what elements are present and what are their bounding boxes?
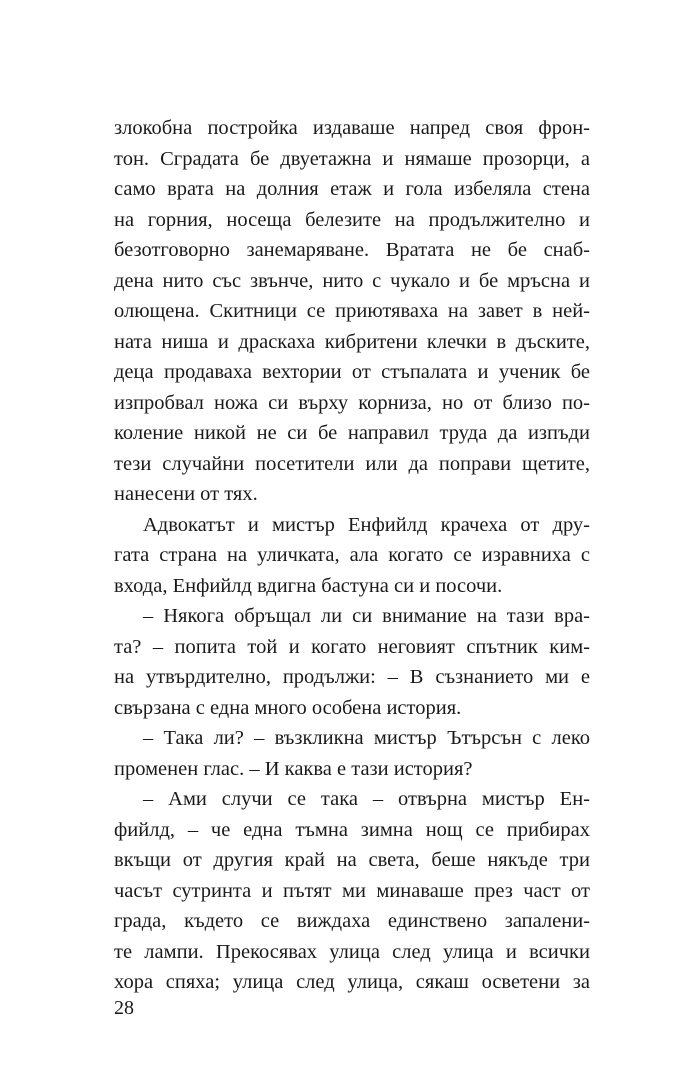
text-line: олющена. Скитници се приютяваха на завет в ней- — [114, 300, 590, 322]
body-text — [114, 113, 590, 998]
text-line: дена нито със звънче, нито с чукало и бе мръсна и — [114, 269, 590, 292]
text-line: вкъщи от другия край на света, беше някъде три — [114, 849, 590, 871]
text-line: гата страна на уличката, ала когато се изравниха с — [114, 544, 590, 566]
text-line: само врата на долния етаж и гола избеляла стена — [114, 178, 590, 200]
text-line: – Ами случи се така – отвърна мистър Ен- — [143, 788, 590, 810]
text-line: – Някога обръщал ли си внимание на тази вра- — [143, 605, 590, 627]
text-line: тези случайни посетители или да поправи щетите, — [114, 452, 590, 475]
text-line: коление никой не си бе направил труда да изпъди — [114, 422, 590, 444]
text-line: фийлд, – че една тъмна зимна нощ се прибирах — [114, 818, 590, 841]
text-line: свързана с една много особена история. — [114, 696, 462, 719]
text-line: те лампи. Прекосявах улица след улица и всички — [114, 940, 590, 963]
text-line: та? – попита той и когато неговият спътник ким- — [114, 635, 590, 658]
text-line: на утвърдително, продължи: – В съзнанието ми е — [114, 666, 590, 688]
text-line: ната ниша и драскаха кибритени клечки в дъските, — [114, 330, 590, 353]
text-line: злокобна постройка издаваше напред своя фрон- — [114, 117, 590, 139]
text-line: изпробвал ножа си върху корниза, но от близо по- — [114, 391, 590, 414]
text-line: нанесени от тях. — [114, 483, 258, 505]
text-line: на горния, носеща белезите на продължително и — [114, 208, 590, 231]
text-line: – Така ли? – възкликна мистър Ътърсън с леко — [143, 727, 590, 749]
text-line: града, където се виждаха единствено запалени- — [114, 910, 590, 932]
text-line: часът сутринта и пътят ми минаваше през част от — [114, 879, 590, 902]
text-line: деца продаваха вехтории от стъпалата и ученик бе — [114, 361, 590, 383]
text-line: входа, Енфийлд вдигна бастуна си и посочи. — [114, 574, 503, 597]
page-number: 28 — [114, 997, 134, 1019]
text-line: променен глас. – И каква е тази история? — [114, 757, 473, 780]
text-line: безотговорно занемаряване. Вратата не бе снаб- — [114, 239, 590, 261]
text-line: тон. Сградата бе двуетажна и нямаше прозорци, а — [114, 147, 590, 170]
text-line: Адвокатът и мистър Енфийлд крачеха от дру- — [143, 513, 590, 536]
text-line: хора спяха; улица след улица, сякаш осветени за — [114, 971, 590, 993]
